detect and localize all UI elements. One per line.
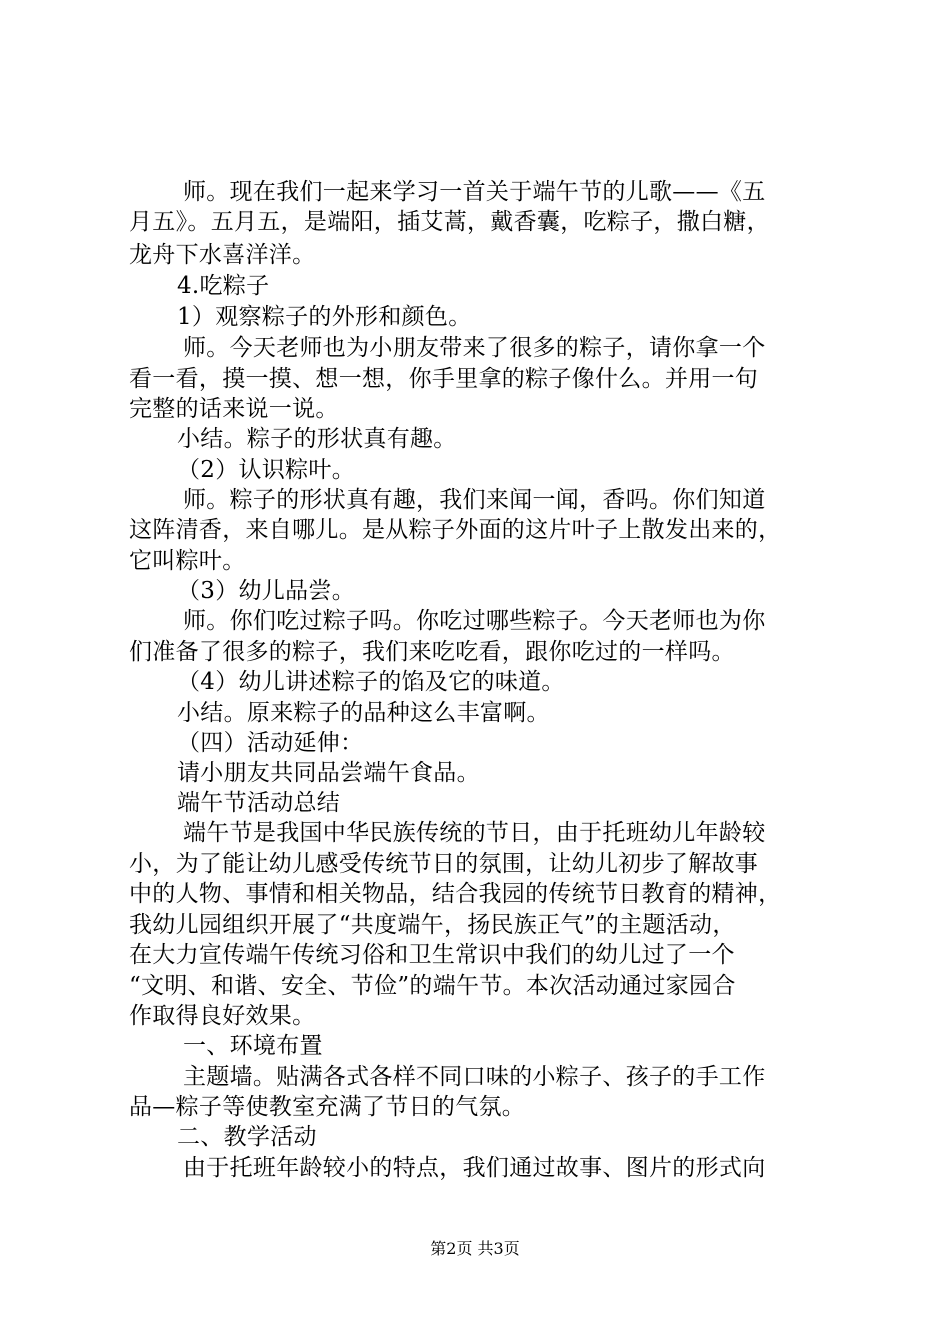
- text-line: 由于托班年龄较小的特点，我们通过故事、图片的形式向: [183, 1155, 766, 1181]
- article-title: 端午节活动总结: [177, 790, 341, 816]
- section-heading: （四）活动延伸：: [177, 730, 364, 756]
- subsection-heading: （4）幼儿讲述粽子的馅及它的味道。: [177, 669, 565, 695]
- subsection-heading: （2）认识粽叶。: [177, 457, 356, 483]
- text-line: 小结。原来粽子的品种这么丰富啊。: [177, 700, 550, 726]
- text-line: “文明、和谐、安全、节俭”的端午节。本次活动通过家园合: [129, 973, 736, 999]
- text-line: 龙舟下水喜洋洋。: [129, 242, 316, 268]
- text-line: 端午节是我国中华民族传统的节日，由于托班幼儿年龄较: [183, 820, 766, 846]
- subsection-heading: 1）观察粽子的外形和颜色。: [177, 304, 472, 330]
- text-line: 在大力宣传端午传统习俗和卫生常识中我们的幼儿过了一个: [129, 942, 735, 968]
- text-line: 师。粽子的形状真有趣，我们来闻一闻，香吗。你们知道: [183, 487, 766, 513]
- text-line: 它叫粽叶。: [129, 548, 246, 574]
- section-heading: 4.吃粽子: [177, 273, 270, 299]
- subsection-heading: （3）幼儿品尝。: [177, 578, 356, 604]
- text-line: 看一看，摸一摸、想一想，你手里拿的粽子像什么。并用一句: [129, 366, 759, 392]
- text-line: 主题墙。贴满各式各样不同口味的小粽子、孩子的手工作: [183, 1064, 766, 1090]
- page-number-footer: 第2页 共3页: [430, 1239, 520, 1258]
- section-heading: 二、教学活动: [177, 1124, 317, 1150]
- text-line: 这阵清香，来自哪儿。是从粽子外面的这片叶子上散发出来的，: [129, 517, 782, 543]
- text-line: 们准备了很多的粽子，我们来吃吃看，跟你吃过的一样吗。: [129, 639, 735, 665]
- text-line: 请小朋友共同品尝端午食品。: [177, 760, 480, 786]
- text-line: 我幼儿园组织开展了“共度端午，扬民族正气”的主题活动，: [129, 912, 736, 938]
- text-line: 品—粽子等使教室充满了节日的气氛。: [129, 1094, 526, 1120]
- section-heading: 一、环境布置: [183, 1033, 323, 1059]
- text-line: 师。今天老师也为小朋友带来了很多的粽子，请你拿一个: [183, 335, 766, 361]
- text-line: 完整的话来说一说。: [129, 396, 339, 422]
- text-line: 小结。粽子的形状真有趣。: [177, 426, 457, 452]
- text-line: 师。你们吃过粽子吗。你吃过哪些粽子。今天老师也为你: [183, 608, 766, 634]
- text-line: 月五》。五月五，是端阳，插艾蒿，戴香囊，吃粽子，撒白糖，: [129, 209, 770, 235]
- text-line: 小，为了能让幼儿感受传统节日的氛围，让幼儿初步了解故事: [129, 851, 759, 877]
- text-line: 师。现在我们一起来学习一首关于端午节的儿歌——《五: [183, 179, 766, 205]
- text-line: 作取得良好效果。: [129, 1003, 316, 1029]
- text-line: 中的人物、事情和相关物品，结合我园的传统节日教育的精神，: [129, 881, 782, 907]
